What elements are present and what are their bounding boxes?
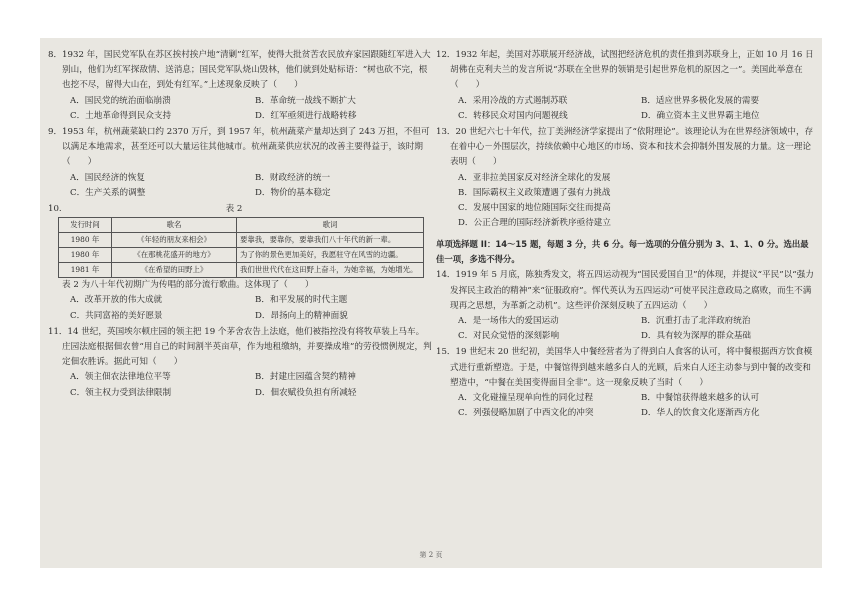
option: C．生产关系的调整 — [70, 187, 146, 198]
table-cell: 1980 年 — [59, 248, 112, 263]
option: C．共同富裕的美好愿景 — [70, 310, 163, 321]
question-13 — [436, 125, 816, 231]
option: D．华人的饮食文化逐渐西方化 — [641, 408, 760, 419]
option: B．财政经济的统一 — [255, 172, 331, 183]
question-11-options — [48, 370, 432, 400]
question-12-stem: 12．1932 年起，美国对苏联展开经济战，试图把经济危机的责任推到苏联身上，正如 10 月 16 日胡佛在克利夫兰的发言所说“苏联在全世界的领销是引起世界危机的原因之一”。美国此举意在（ ） — [436, 50, 814, 91]
question-10 — [48, 202, 432, 324]
question-15 — [436, 345, 816, 421]
option: A．是一场伟大的爱国运动 — [458, 316, 559, 327]
question-12-options — [436, 94, 816, 124]
question-10-header — [48, 202, 432, 217]
option: D．公正合理的国际经济新秩序亟待建立 — [458, 218, 611, 229]
option: C．发展中国家的地位随国际交往而提高 — [458, 203, 611, 214]
option: B．国际霸权主义政策遭遇了强有力挑战 — [458, 187, 611, 198]
table-cell: 《年轻的朋友来相会》 — [112, 233, 237, 248]
question-14-options — [436, 314, 816, 344]
table-cell: 《在那桃花盛开的地方》 — [112, 248, 237, 263]
column-header: 发行时间 — [59, 218, 112, 233]
table-cell: 我们世世代代在这田野上奋斗，为她幸福，为她增光。 — [237, 263, 424, 278]
table-row — [59, 233, 424, 248]
question-12 — [436, 48, 816, 124]
table-cell: 为了你的景色更加美好，我愿驻守在风雪的边疆。 — [237, 248, 424, 263]
column-header: 歌名 — [112, 218, 237, 233]
option: D．确立资本主义世界霸主地位 — [641, 110, 760, 121]
song-table — [58, 217, 424, 278]
table-caption: 表 2 — [225, 204, 243, 215]
question-9-stem: 9．1953 年，杭州蔬菜缺口约 2370 万斤，到 1957 年，杭州蔬菜产量却达到了 243 万担，不但可以满足本地需求，甚至还可以大量运往其他城市。杭州蔬菜供应状况的改善主要得益于，该时期（ ） — [48, 127, 430, 168]
option: C．列强侵略加剧了中西文化的冲突 — [458, 408, 594, 419]
section-heading: 单项选择题 II：14～15 题，每题 3 分，共 6 分。每一选项的分值分别为 3、1、1、0 分。选出最佳一项，多选不得分。 — [436, 239, 809, 264]
question-10-options — [48, 293, 432, 323]
option: D．佃农赋役负担有所减轻 — [255, 387, 357, 398]
option: A．采用冷战的方式遏制苏联 — [458, 95, 568, 106]
question-14 — [436, 268, 816, 344]
option: B．革命统一战线不断扩大 — [255, 95, 356, 106]
option: A．文化碰撞呈现单向性的同化过程 — [458, 393, 594, 404]
left-column — [48, 48, 432, 402]
option: C．转移民众对国内问题视线 — [458, 110, 568, 121]
option: D．具有较为深厚的群众基础 — [641, 331, 752, 342]
option: A．亚非拉美国家反对经济全球化的发展 — [458, 172, 611, 183]
question-15-stem: 15．19 世纪末 20 世纪初，美国华人中餐经营者为了得到白人食客的认可，将中餐根据西方饮食模式进行重新塑造。于是，中餐馆得到越来越多白人的光顾，后来白人还主动参与到中餐的改变和塑造中，“中餐在美国变得面目全非”。这一现象反映了当时（ ） — [436, 347, 813, 388]
page-number: 第 2 页 — [419, 551, 443, 559]
option: C．对民众觉悟的深刻影响 — [458, 331, 560, 342]
question-9-options — [48, 171, 432, 201]
table-cell: 1981 年 — [59, 263, 112, 278]
option: B．和平发展的时代主题 — [255, 295, 348, 306]
table-cell: 1980 年 — [59, 233, 112, 248]
option: A．改革开放的伟大成就 — [70, 295, 163, 306]
question-10-number: 10. — [48, 204, 62, 215]
question-14-stem: 14．1919 年 5 月底，陈独秀发文，将五四运动视为“国民爱国自卫”的体现，并提议“平民”以“强力发挥民主政治的精神”来“征服政府”。恽代英认为五四运动“可使平民注意政局之腐败，而生不满现再之思想，为革新之动机”。这些评价深刻反映了五四运动（ ） — [436, 270, 814, 311]
option: B．封建庄园蕴含契约精神 — [255, 372, 356, 383]
question-8-options — [48, 94, 432, 124]
option: B．适应世界多极化发展的需要 — [641, 95, 760, 106]
question-13-options — [436, 171, 816, 232]
option: A．国民党的统治面临崩溃 — [70, 95, 171, 106]
option: D．红军亟须进行战略转移 — [255, 110, 357, 121]
option: B．沉重打击了北洋政府统治 — [641, 316, 751, 327]
question-10-stem: 表 2 为八十年代初期广为传唱的部分流行歌曲。这体现了（ ） — [62, 280, 314, 291]
column-header: 歌词 — [237, 218, 424, 233]
table-row — [59, 263, 424, 278]
option: D．昂扬向上的精神面貌 — [255, 310, 348, 321]
right-column — [436, 48, 816, 422]
option: D．物价的基本稳定 — [255, 187, 331, 198]
question-8-stem: 8．1932 年，国民党军队在苏区挨村挨户地“清剿”红军，使得大批贫苦农民放弃家园跟随红军进入大别山，他们为红军探敌情、送消息；国民党军队烧山毁林，他们就到处贴标语：“树也砍不完，根也挖不尽，留得大山在，到处有红军。”上述现象反映了（ ） — [48, 50, 431, 91]
option: A．领主佃农法律地位平等 — [70, 372, 171, 383]
option: C．土地革命得到民众支持 — [70, 110, 172, 121]
exam-page — [40, 38, 822, 568]
question-13-stem: 13．20 世纪六七十年代，拉丁美洲经济学家提出了“依附理论”。该理论认为在世界经济领域中，存在着中心－外围层次，持续依赖中心地区的市场、资本和技术会抑制外围发展的力量。这一理论表明（ ） — [436, 127, 814, 168]
question-15-options — [436, 391, 816, 421]
question-11 — [48, 325, 432, 401]
question-11-stem: 11．14 世纪，英国埃尔顿庄园的领主把 19 个茅舍农告上法庭，他们被指控没有将牧草装上马车。庄园法庭根据佃农曾“用自己的时间割半英亩草，作为地租缴纳，并要操成堆”的劳役惯例规定，判定佃农胜诉。据此可知（ ） — [48, 326, 432, 368]
question-9 — [48, 125, 432, 201]
table-cell: 要靠我，要靠你，要靠我们八十年代的新一辈。 — [237, 233, 424, 248]
table-header-row — [59, 218, 424, 233]
table-cell: 《在希望的田野上》 — [112, 263, 237, 278]
question-8 — [48, 48, 432, 124]
table-row — [59, 248, 424, 263]
option: B．中餐馆获得越来越多的认可 — [641, 393, 760, 404]
option: C．领主权力受到法律限制 — [70, 387, 172, 398]
option: A．国民经济的恢复 — [70, 172, 145, 183]
